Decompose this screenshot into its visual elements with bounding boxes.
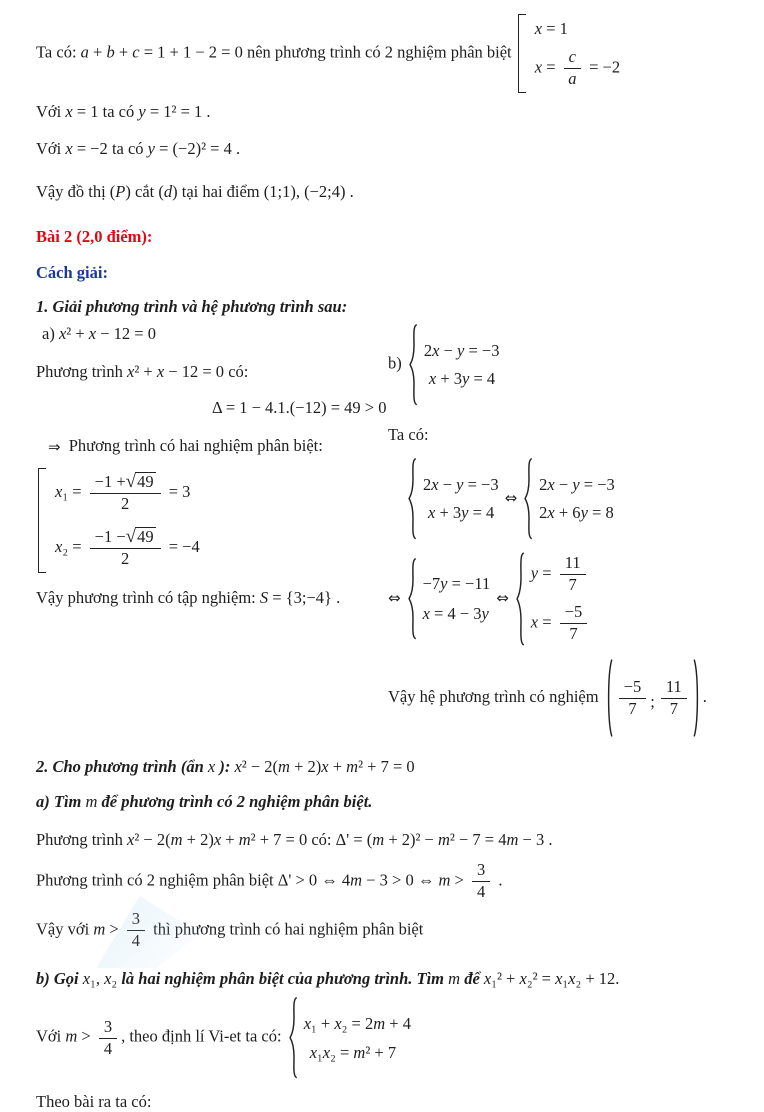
math-x1-x2: x₁, x₂ [82,969,118,989]
left-paren-icon [605,658,613,738]
fraction-x2 [90,527,161,569]
roots-cases-block [36,468,388,573]
heading-part-1: 1. Giải phương trình và hệ phương trình sau: [36,296,348,316]
line-delta-prime [36,829,734,850]
text: là hai nghiệm phân biệt của phương trình. Tìm [117,969,449,989]
text: Vậy hệ phương trình có nghiệm [388,687,603,707]
math: y = 1² = 1 [138,101,203,121]
iff-arrow-icon: ⇔ [504,489,518,508]
math-m: m [448,969,461,989]
text: thì phương trình có hai nghiệm phân biệt [149,919,424,939]
fraction-11-7: $\frac{11}{7}$ [661,678,687,719]
math-target-identity: x₁² + x₂² = x₁x₂ + 12. [483,969,620,989]
math-P: (P) [109,181,131,201]
math-abc-sum: a + b + c = 1 + 1 − 2 = 0 [80,42,243,62]
case-x1: x = 1 [534,19,568,38]
text: . [331,587,341,607]
math-d: (d) [158,181,178,201]
math-condition: Δ' > 0 ⇔ 4m − 3 > 0 ⇔ m > [277,870,468,890]
text: . [702,687,707,707]
heading-part-2b [36,968,734,989]
text: b) Gọi [36,969,83,989]
implies-arrow-icon: ⇒ [48,437,61,456]
system-step-1: 2x − y = −3 x + 3y = 4 [407,457,499,540]
system-step-3: −7y = −11 x = 4 − 3y [407,557,491,640]
text: 2. Cho phương trình (ẩn [36,757,208,777]
text: Phương trình [36,361,128,381]
case-x2-pre: x = [534,57,560,77]
line-system-chain-1 [405,457,734,540]
line-vay-voi-m [36,910,734,951]
line-system-chain-2 [388,551,734,647]
line-solution-set [36,587,388,608]
heading-bai-2: Bài 2 (2,0 điểm): [36,226,153,246]
text: cắt [130,181,159,201]
iff-arrow-icon: ⇔ [496,589,509,608]
line-equation-a [36,323,388,344]
math-quadratic: x² + x − 12 = 0 [58,323,156,343]
fraction-3-4: $\frac{3}{4}$ [127,910,145,951]
text: Với [36,138,66,158]
separator: ; [650,691,655,711]
root-cases-block [518,14,620,93]
text: Phương trình có hai nghiệm phân biệt: [64,435,323,455]
fraction-3-4: $\frac{3}{4}$ [99,1018,117,1059]
numerator: −1 − √ 49 [90,527,161,549]
text: . [544,830,553,850]
square-root: √ 49 [125,525,154,547]
iff-arrow-icon: ⇔ [388,589,401,608]
line-implies-two-roots [36,435,388,458]
text: có: [224,361,249,381]
left-brace-icon [288,996,298,1079]
label-a: a) [42,323,59,343]
math: y = (−2)² = 4 [147,138,232,158]
fraction-minus5-7: $\frac{-5}{7}$ [560,603,588,644]
fraction-c-over-a [564,48,581,89]
text: ta có [98,101,139,121]
left-brace-icon [523,457,533,540]
heading-part-2 [36,756,734,777]
text: có: [307,830,336,850]
text: , theo định lí Vi-et ta có: [121,1026,286,1046]
line-viet-theorem [36,996,734,1079]
math-m: m [85,792,98,812]
system-solution: y = $\frac{11}{7}$ x = $\frac{-5}{7}$ [515,551,591,647]
line-x-equals-minus2 [36,138,734,159]
text: Phương trình có 2 nghiệm phân biệt [36,870,278,890]
line-sum-coefficients [36,14,734,93]
math: x = 1 [65,101,99,121]
line-intersection-conclusion [36,181,734,202]
heading-cach-giai: Cách giải: [36,262,108,282]
text: . [231,138,241,158]
left-square-bracket-icon [518,14,526,93]
system-original: 2x − y = −3 x + 3y = 4 [408,323,500,406]
fraction-3-4: $\frac{3}{4}$ [472,861,490,902]
case-x2-post: = −2 [585,57,621,77]
left-square-bracket-icon [38,468,46,573]
text-two-roots: nên phương trình có 2 nghiệm phân biệt [242,42,516,62]
text: tại hai điểm [177,181,264,201]
math-delta-prime: Δ' = (m + 2)² − m² − 7 = 4m − 3 [335,830,545,850]
line-theo-bai-ra: Theo bài ra ta có: [36,1091,152,1111]
math-set: S = {3;−4} [259,587,332,607]
numerator: c [564,48,581,69]
fraction-minus5-7: $\frac{-5}{7}$ [619,678,647,719]
text: . [345,181,354,201]
line-system-conclusion [388,658,734,738]
text: . [494,870,503,890]
text: ): [215,757,235,777]
math-equation-m: x² − 2(m + 2)x + m² + 7 = 0 [234,757,415,777]
row-x1: x₁ = −1 + √ 49 2 = 3 [55,470,191,513]
line-system-b [388,323,734,406]
denominator: 2 [120,548,130,568]
denominator: 2 [120,493,130,513]
text: Với [36,101,66,121]
math: m > [65,1026,95,1046]
text-ta-co: Ta có: [36,42,81,62]
heading-part-2a [36,791,734,812]
numerator: −1 + √ 49 [90,472,161,494]
math: x² − 2(m + 2)x + m² + 7 = 0 [127,830,308,850]
text: ta có [107,138,148,158]
left-brace-icon [407,457,417,540]
column-part-b [388,323,734,739]
text: a) Tìm [36,792,86,812]
line-delta: Δ = 1 − 4.1.(−12) = 49 > 0 [212,397,387,417]
viet-system: x₁ + x₂ = 2m + 4 x₁x₂ = m² + 7 [288,996,411,1079]
two-column-solutions [36,323,734,739]
math-points: (1;1), (−2;4) [263,181,346,201]
line-phuong-trinh-co [36,361,388,382]
radical-sign-icon: √ [125,525,137,547]
label-b: b) [388,353,406,373]
column-part-a [36,323,388,608]
solution-pair [605,658,701,738]
radical-sign-icon: √ [125,470,137,492]
cases-x1-x2 [38,468,200,573]
text: Vậy phương trình có tập nghiệm: [36,587,260,607]
line-distinct-roots-condition [36,861,734,902]
text: Phương trình [36,830,128,850]
left-brace-icon [407,557,417,640]
math: x = −2 [65,138,108,158]
square-root: √ 49 [125,470,154,492]
text: Vậy với [36,919,94,939]
fraction-x1 [90,472,161,514]
math: m > [93,919,123,939]
row-x2: x₂ = −1 − √ 49 2 = −4 [55,525,200,568]
system-step-2: 2x − y = −3 2x + 6y = 8 [523,457,615,540]
line-ta-co: Ta có: [388,425,429,445]
denominator: a [568,68,577,88]
left-brace-icon [408,323,418,406]
math-x: x [207,757,216,777]
right-paren-icon [693,658,701,738]
text: để phương trình có 2 nghiệm phân biệt. [97,792,373,812]
fraction-11-7: $\frac{11}{7}$ [560,554,586,595]
math: x² + x − 12 = 0 [127,361,225,381]
left-brace-icon [515,551,525,647]
text: Vậy đồ thị [36,181,110,201]
text: Với [36,1026,66,1046]
text: . [202,101,211,121]
line-x-equals-1 [36,101,734,122]
text: để [460,969,484,989]
